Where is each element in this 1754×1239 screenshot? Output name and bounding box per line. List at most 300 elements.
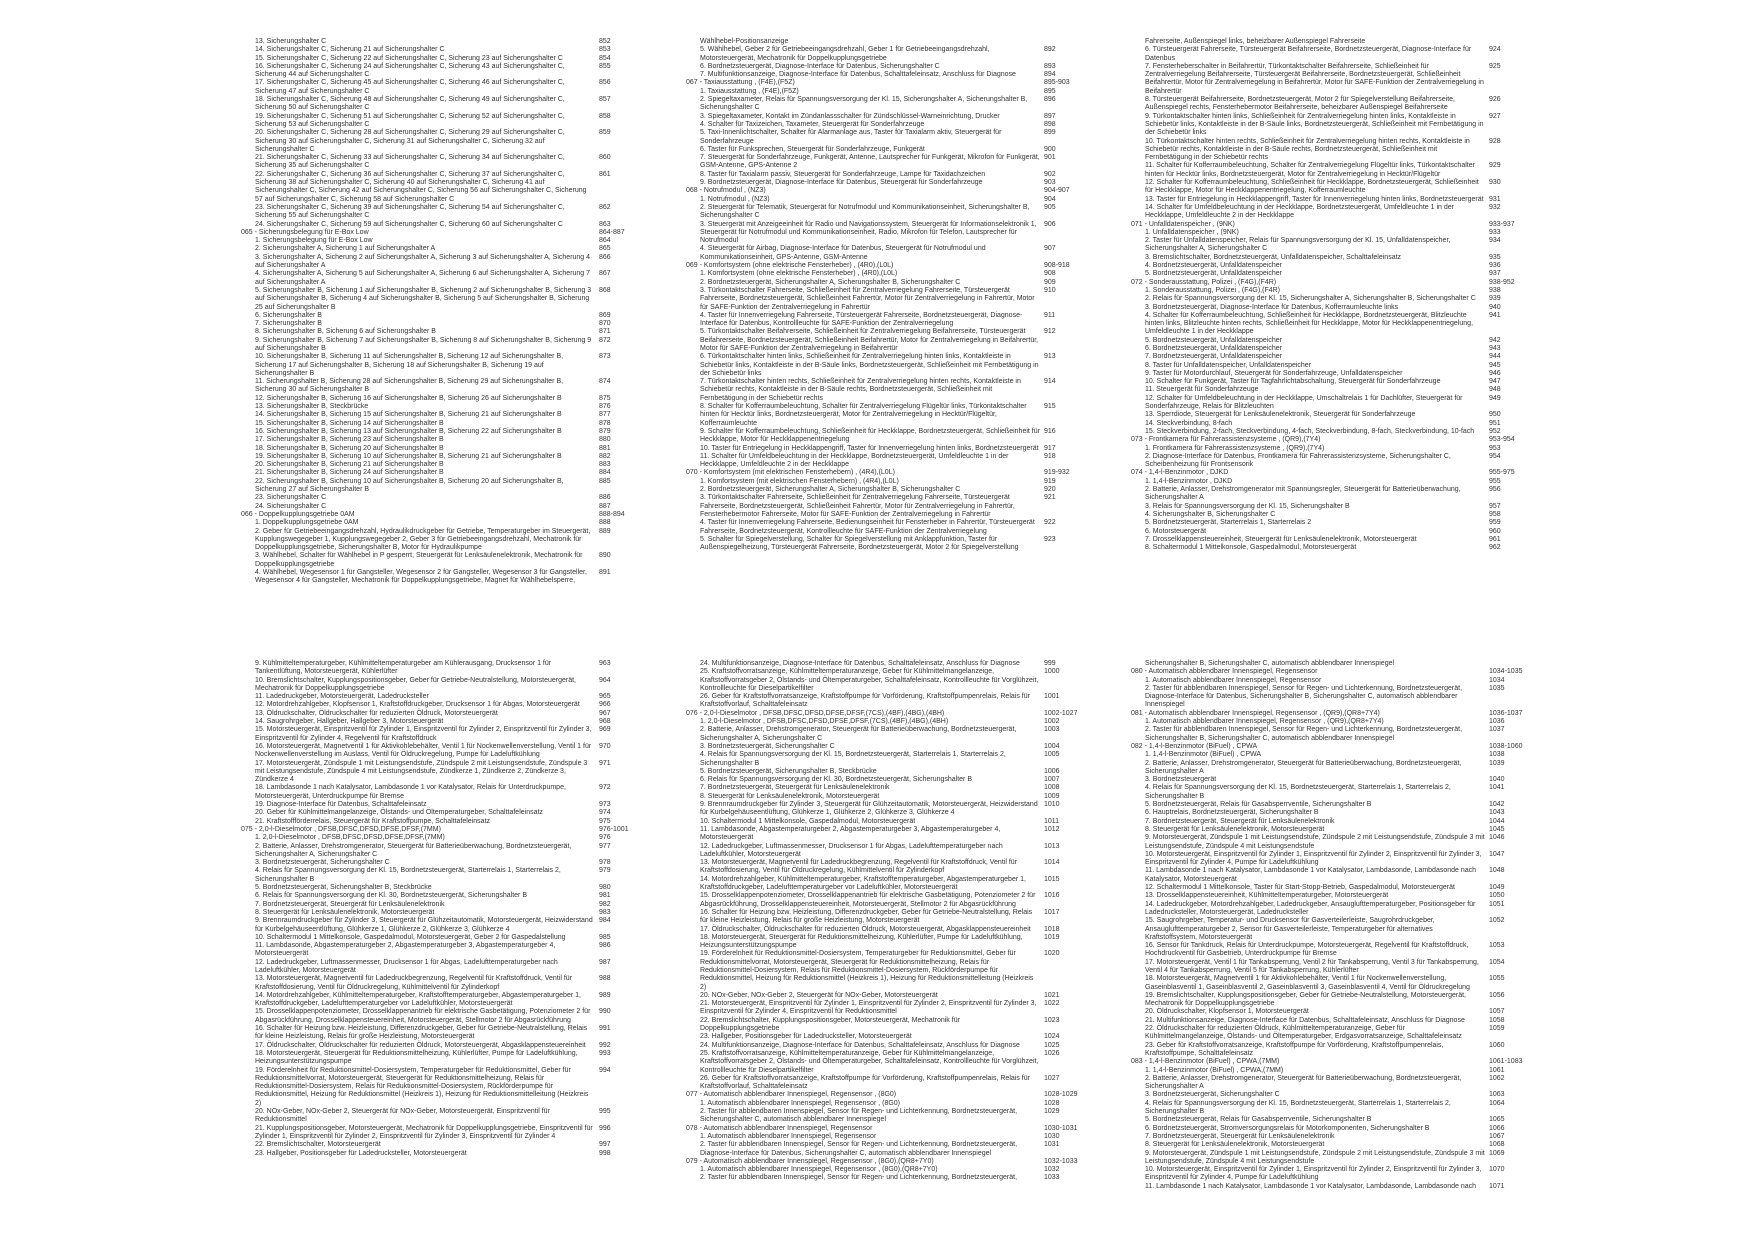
index-entry <box>1145 1183 1565 1191</box>
entry-text: 2. Batterie, Anlasser, Drehstromgenerator mit Spannungsregler, Steuergerät für Batterieüberwachung, Sicherungshalter A <box>1145 486 1461 502</box>
entry-text: 21. Motorsteuergerät, Einspritzventil für Zylinder 1, Einspritzventil für Zylinder 2, Einspritzventil für Zylinder 3, Einspritzventil für Zylinder 4, Einspritzventil für Reduktionsmittel <box>700 1000 1037 1016</box>
index-entry <box>700 453 1120 470</box>
entry-text: 3. Sicherungshalter A, Sicherung 2 auf Sicherungshalter A, Sicherung 3 auf Sicherungshalter A, Sicherung 4 auf Sicherungshalter A <box>255 253 591 270</box>
entry-page-number: 927 <box>1489 112 1501 120</box>
entry-page-number: 1071 <box>1489 1182 1505 1190</box>
index-entry <box>1145 1150 1565 1167</box>
entry-text: 9. Türkontaktschalter hinten links, Schließeinheit für Zentralverriegelung hinten links, Kontaktleiste in Schiebetür links, Kontaktleiste in der B-Säule links, Bordnetzsteuergerät, Schließeinheit mit Fernbetätigung in der Schiebetür links <box>1145 112 1484 137</box>
entry-text: 1. 2,0-l-Dieselmotor , DFSB,DFSC,DFSD,DFSE,DFSF,(7CS),(4BF),(4BG),(4BH) <box>700 718 949 726</box>
entry-text: 9. Motorsteuergerät, Zündspule 1 mit Leistungsendstufe, Zündspule 2 mit Leistungsendstufe, Zündspule 3 mit Leistungsendstufe, Zündspule 4 mit Leistungsendstufe <box>1145 1149 1485 1165</box>
index-entry <box>700 221 1120 246</box>
entry-text: 14. Sicherungshalter B, Sicherung 15 auf Sicherungshalter B, Sicherung 21 auf Sicherungshalter B <box>255 411 562 419</box>
index-entry <box>1145 1042 1565 1059</box>
entry-text: 23. Sicherungshalter C, Sicherung 39 auf Sicherungshalter C, Sicherung 54 auf Sicherungshalter C, Sicherung 55 auf Sicherungshalter C <box>255 203 565 220</box>
index-entry <box>1145 63 1565 96</box>
entry-page-number: 948 <box>1489 386 1501 394</box>
entry-text: 19. Förderelnheit für Reduktionsmittel-Dosiersystem, Temperaturgeber für Reduktionsmittel, Geber für Reduktionsmittelvorrat, Motorsteuergerät, Steuergerät für Reduktionsmittelheizung, Relais für Reduktionsmittel-Dosiersystem, Relais für Reduktionsmittel-Dosiersystem, Rückförderpumpe für Reduktionsmittel, Heizung für Reduktionsmittel (Heizkreis 1), Heizung für Reduktionsmittelleitung (Heizkreis 2) <box>255 1066 589 1107</box>
entry-page-number: 993 <box>599 1049 611 1057</box>
entry-text: 5. Bordnetzsteuergerät, Sicherungshalter B, Steckbrücke <box>255 884 432 892</box>
index-entry <box>700 328 1120 353</box>
index-entry <box>1145 1025 1565 1042</box>
index-entry <box>1145 801 1565 809</box>
entry-text: 13. Taster für Entriegelung in Heckklappengriff, Taster für Innenverriegelung hinten links, Bordnetzsteuergerät <box>1145 195 1484 203</box>
entry-text: 2. Diagnose-Interface für Datenbus, Frontkamera für Fahrerassistenzsysteme, Sicherungshalter C, Scheibenheizung für Frontsensorik <box>1145 452 1451 469</box>
entry-page-number: 937 <box>1489 270 1501 278</box>
entry-page-number: 1048 <box>1489 867 1505 875</box>
entry-text: 2. Batterie, Anlasser, Drehstromgenerator, Steuergerät für Batterieüberwachung, Bordnetzsteuergerät, Sicherungshalter A <box>1145 1074 1462 1091</box>
entry-text: 1. Doppelkupplungsgetriebe 0AM <box>255 519 359 527</box>
entry-page-number: 974 <box>599 809 611 817</box>
entry-text: 18. Motorsteuergerät, Steuergerät für Reduktionsmittelheizung, Kühlerlüfter, Pumpe für Ladeluftkühlung, Heizungsunterstützungspumpe <box>700 933 1023 950</box>
entry-page-number: 1034 <box>1489 676 1505 684</box>
entry-page-number: 866 <box>599 253 611 261</box>
entry-page-number: 920 <box>1044 486 1056 494</box>
index-entry <box>700 378 1120 403</box>
entry-page-number: 873 <box>599 353 611 361</box>
entry-page-number: 942 <box>1489 336 1501 344</box>
entry-page-number: 950 <box>1489 411 1501 419</box>
entry-text: 3. Bordnetzsteuergerät, Sicherungshalter C <box>255 859 390 867</box>
entry-page-number: 958 <box>1489 510 1501 518</box>
section-heading-entry <box>1131 436 1565 444</box>
index-entry <box>1145 411 1565 419</box>
entry-page-number: 884 <box>599 469 611 477</box>
index-column-2 <box>686 660 1120 1183</box>
entry-page-number: 933 <box>1489 228 1501 236</box>
index-entry <box>700 519 1120 536</box>
entry-text: Fahrerseite, Außenspiegel links, beheizbarer Außenspiegel Fahrerseite <box>1145 38 1366 45</box>
entry-page-number: 1034-1035 <box>1489 668 1523 676</box>
index-entry <box>255 1150 675 1158</box>
entry-page-number: 864 <box>599 237 611 245</box>
entry-text: 5. Bordnetzsteuergerät, Unfalldatenspeicher <box>1145 270 1282 278</box>
entry-text: 1. Unfalldatenspeicher , (9NK) <box>1145 228 1239 236</box>
entry-page-number: 880 <box>599 436 611 444</box>
index-entry <box>255 1008 675 1025</box>
index-entry <box>255 726 675 743</box>
index-entry <box>1145 1125 1565 1133</box>
entry-text: 16. Sensor für Tankdruck, Relais für Unterdruckpumpe, Motorsteuergerät, Regelventil für Kraftstoffdruck, Hochdruckventil für Gasbetrieb, Unterdruckpumpe für Bremse <box>1145 942 1469 958</box>
entry-text: 6. Hauptrelais, Bordnetzsteuergerät, Sicherungshalter B <box>1145 809 1319 817</box>
entry-page-number: 1065 <box>1489 1116 1505 1124</box>
entry-text: 11. Lambdasonde, Abgastemperaturgeber 2, Abgastemperaturgeber 3, Abgastemperaturgeber 4, Motorsteuergerät <box>255 942 556 958</box>
section-heading-entry <box>686 79 1120 87</box>
entry-page-number: 969 <box>599 726 611 734</box>
index-entry <box>700 204 1120 221</box>
index-entry <box>700 776 1120 784</box>
entry-page-number: 1003 <box>1044 726 1060 734</box>
entry-text: 8. Steuergerät für Lenksäulenelektronik, Motorsteuergerät <box>255 908 435 916</box>
index-entry <box>255 428 675 436</box>
entry-text: 7. Bordnetzsteuergerät, Steuergerät für Lenksäulenelektronik <box>255 900 445 908</box>
entry-text: 4. Schalter für Kofferraumbeleuchtung, Schließeinheit für Heckklappe, Bordnetzsteuergerät, Blitzleuchte hinten links, Blitzleuchte hinten rechts, Schließeinheit für Heckklappe, Motor für Heckklappenentriegelung, Umfeldleuchte 1 in der Heckklappe <box>1145 311 1474 336</box>
entry-text: 1. Sicherungsbelegung für E-Box Low <box>255 237 373 245</box>
entry-text: 13. Öldruckschalter, Öldruckschalter für reduzierten Öldruck, Motorsteuergerät <box>255 709 498 717</box>
entry-page-number: 905 <box>1044 203 1056 211</box>
entry-page-number: 1067 <box>1489 1132 1505 1140</box>
section-heading-entry <box>1131 709 1565 718</box>
entry-text: 18. Sicherungshalter B, Sicherung 20 auf Sicherungshalter B <box>255 444 444 452</box>
index-entry <box>255 660 675 677</box>
entry-text: 078 - Automatisch abblendbarer Innenspiegel, Regensensor <box>686 1124 873 1132</box>
entry-page-number: 968 <box>599 718 611 726</box>
index-entry <box>1145 262 1565 270</box>
entry-text: 22. Sicherungshalter B, Sicherung 10 auf Sicherungshalter B, Sicherung 20 auf Sicherungshalter B, Sicherung 27 auf Sicherungshalter B <box>255 477 564 494</box>
entry-text: 10. Sicherungshalter B, Sicherung 11 auf Sicherungshalter B, Sicherung 12 auf Sicherungshalter B, Sicherung 17 auf Sicherungshalter B, Sicherung 18 auf Sicherungshalter B, Sicherung 19 auf Sicherungshalter B <box>255 353 564 377</box>
index-entry <box>255 818 675 826</box>
index-entry <box>700 279 1120 287</box>
entry-text: 11. Lambdasonde 1 nach Katalysator, Lambdasonde 1 vor Katalysator, Lambdasonde, Lambdasonde nach Katalysator, Motorsteuergerät <box>1145 867 1477 883</box>
entry-text: 1. 1,4-l-Benzinmotor (BiFuel) , CPWA,(7MM) <box>1145 1066 1284 1074</box>
entry-page-number: 1025 <box>1044 1041 1060 1049</box>
entry-text: 14. Steckverbindung, 8-fach <box>1145 419 1233 427</box>
index-entry <box>700 196 1120 204</box>
entry-text: 10. Motorsteuergerät, Einspritzventil für Zylinder 1, Einspritzventil für Zylinder 2, Einspritzventil für Zylinder 3, Einspritzventil für Zylinder 4, Pumpe für Ladeluftkühlung <box>1145 850 1482 867</box>
entry-text: 10. Türkontaktschalter hinten rechts, Schließeinheit für Zentralverriegelung hinten rechts, Kontaktleiste in Schiebetür rechts, Kontaktleiste in der B-Säule rechts, Bordnetzsteuergerät, Schließeinheit mit Fernbetätigung in der Schiebetür rechts <box>1145 137 1470 162</box>
index-entry <box>1145 959 1565 976</box>
entry-text: 069 - Komfortsystem (ohne elektrische Fensterheber) , (4R0),(L0L) <box>686 262 894 270</box>
entry-page-number: 1054 <box>1489 958 1505 966</box>
index-entry <box>700 1033 1120 1041</box>
entry-text: 13. Sperrdiode, Steuergerät für Lenksäulenelektronik, Steuergerät für Sonderfahrzeuge <box>1145 411 1416 419</box>
entry-text: 1. Komfortsystem (ohne elektrische Fensterheber) , (4R0),(L0L) <box>700 270 898 278</box>
index-entry <box>255 79 675 96</box>
index-entry <box>255 478 675 495</box>
index-entry <box>255 569 675 586</box>
index-entry <box>700 1075 1120 1092</box>
entry-page-number: 991 <box>599 1025 611 1033</box>
index-entry <box>700 876 1120 893</box>
index-entry <box>700 96 1120 113</box>
entry-text: 2. Geber für Getriebeeingangsdrehzahl, Hydraulikdruckgeber für Getriebe, Temperaturgeber im Steuergerät, Kupplungswegegeber 1, Kupplungswegegeber 2, Geber 3 für Getriebeeingangsdrehzahl, Mechatronik für Doppelkupplungsgetriebe, Sicherungshalter B, Motor für Hydraulikpumpe <box>255 527 591 552</box>
index-entry <box>1145 975 1565 992</box>
entry-page-number: 1027 <box>1044 1074 1060 1082</box>
index-entry <box>1145 892 1565 900</box>
index-entry <box>1145 992 1565 1009</box>
index-entry <box>1145 1166 1565 1183</box>
entry-page-number: 970 <box>599 742 611 750</box>
entry-text: 10. Motorsteuergerät, Einspritzventil für Zylinder 1, Einspritzventil für Zylinder 2, Einspritzventil für Zylinder 3, Einspritzventil für Zylinder 4, Pumpe für Ladeluftkühlung <box>1145 1166 1482 1182</box>
entry-page-number: 976 <box>599 834 611 842</box>
entry-text: 25. Kraftstoffvorratsanzeige, Kühlmitteltemperaturanzeige, Geber für Kühlmittelmangelanzeige, Kraftstoffvorratsgeber 2, Ölstands- und Öltemperaturgeber, Schalttafeleinsatz, Kontrollleuchte für Vorglühzeit, Kontrollleuchte für Dieselpartikelfilter <box>700 1049 1039 1074</box>
entry-page-number: 1024 <box>1044 1033 1060 1041</box>
index-entry <box>1145 353 1565 361</box>
index-entry <box>700 1000 1120 1017</box>
entry-text: 2. Sicherungshalter A, Sicherung 1 auf Sicherungshalter A <box>255 245 436 253</box>
section-heading-entry <box>1131 469 1565 477</box>
index-entry <box>700 909 1120 926</box>
entry-page-number: 982 <box>599 900 611 908</box>
entry-page-number: 855 <box>599 62 611 70</box>
index-column-2 <box>686 38 1120 552</box>
entry-text: 6. Türsteuergerät Fahrerseite, Türsteuergerät Beifahrerseite, Bordnetzsteuergerät, Diagnose-Interface für Datenbus <box>1145 46 1472 62</box>
entry-text: 15. Drosselklappenpotenziometer, Drosselklappenantrieb für elektrische Gasbetätigung, Potenziometer 2 für Abgasrückführung, Drosselklappensteuereinheit, Motorsteuergerät, Stellmotor 2 für Abgasrückführung <box>255 1008 591 1024</box>
entry-text: 4. Relais für Spannungsversorgung der Kl. 15, Bordnetzsteuergerät, Starterrelais 1, Starterrelais 2, Sicherungshalter B <box>1145 784 1451 800</box>
index-entry <box>700 88 1120 96</box>
entry-page-number: 964 <box>599 676 611 684</box>
entry-text: 26. Geber für Kraftstoffvorratsanzeige, Kraftstoffpumpe für Vorförderung, Kraftstoffpumpenrelais, Relais für Kraftstoffvorlauf, Schalttafeleinsatz <box>700 1074 1030 1091</box>
index-entry <box>255 436 675 444</box>
entry-text: 079 - Automatisch abblendbarer Innenspiegel, Regensensor , (8G0),(QR8+7Y0) <box>686 1157 934 1165</box>
index-entry <box>700 660 1120 668</box>
entry-text: 14. Motordrehzahlgeber, Kühlmitteltemperaturgeber, Kraftstofftemperaturgeber, Abgastemperaturgeber 1, Kraftstoffdruckgeber, Ladelufttemperaturgeber vor Ladeluftkühler, Motorsteuergerät <box>700 875 1026 892</box>
index-entry <box>1145 677 1565 685</box>
index-entry <box>1145 304 1565 312</box>
entry-text: 20. Sicherungshalter B, Sicherung 21 auf Sicherungshalter B <box>255 461 444 469</box>
index-entry <box>255 760 675 785</box>
entry-text: 6. Taster für Funksprechen, Steuergerät für Sonderfahrzeuge, Funkgerät <box>700 145 925 153</box>
entry-text: 9. Kühlmitteltemperaturgeber, Kühlmitteltemperaturgeber am Kühlerausgang, Drucksensor 1 für Tankentlüftung, Motorsteuergerät, Kühlerlüfter <box>255 660 552 676</box>
entry-page-number: 1059 <box>1489 1025 1505 1033</box>
index-entry <box>255 96 675 113</box>
entry-text: 16. Schalter für Heizung bzw. Heizleistung, Differenzdruckgeber, Geber für Getriebe-Neutralstellung, Relais für kleine Heizleistung, Relais für große Heizleistung, Motorsteuergerät <box>700 908 1033 925</box>
entry-text: Sicherungshalter B, Sicherungshalter C, automatisch abblendbarer Innenspiegel <box>1145 660 1395 667</box>
entry-text: 17. Öldruckschalter, Öldruckschalter für reduzierten Öldruck, Motorsteuergerät, Abgasklappensteuereinheit <box>700 925 1031 933</box>
entry-page-number: 941 <box>1489 311 1501 319</box>
index-entry <box>255 411 675 419</box>
entry-text: 3. Bordnetzsteuergerät, Diagnose-Interface für Datenbus, Kofferraumleuchte links <box>1145 303 1399 311</box>
entry-page-number: 961 <box>1489 535 1501 543</box>
entry-page-number: 976-1001 <box>599 825 629 833</box>
entry-text: 6. Relais für Spannungsversorgung der Kl. 30, Bordnetzsteuergerät, Sicherungshalter B <box>255 892 527 900</box>
index-entry <box>700 171 1120 179</box>
index-entry <box>1145 179 1565 196</box>
index-entry <box>255 254 675 271</box>
entry-page-number: 870 <box>599 320 611 328</box>
index-entry <box>255 809 675 817</box>
entry-page-number: 882 <box>599 452 611 460</box>
entry-text: 16. Sicherungshalter C, Sicherung 24 auf Sicherungshalter C, Sicherung 43 auf Sicherungshalter C, Sicherung 44 auf Sicherungshalter C <box>255 62 565 79</box>
entry-page-number: 999 <box>1044 660 1056 667</box>
entry-text: 8. Steuergerät für Lenksäulenelektronik, Motorsteuergerät <box>700 792 880 800</box>
index-entry <box>1145 1100 1565 1117</box>
entry-page-number: 868 <box>599 286 611 294</box>
entry-text: 5. Bordnetzsteuergerät, Relais für Gasabsperrventile, Sicherungshalter B <box>1145 1116 1372 1124</box>
entry-page-number: 1051 <box>1489 900 1505 908</box>
entry-page-number: 985 <box>599 933 611 941</box>
entry-page-number: 953-954 <box>1489 436 1515 444</box>
entry-text: 5. Bordnetzsteuergerät, Starterrelais 1, Starterrelais 2 <box>1145 519 1312 527</box>
entry-text: 10. Schaltermodul 1 Mittelkonsole, Gaspedalmodul, Motorsteuergerät <box>700 817 916 825</box>
entry-text: 20. Öldruckschalter, Klopfsensor 1, Motorsteuergerät <box>1145 1008 1309 1016</box>
entry-page-number: 1035 <box>1489 684 1505 692</box>
entry-page-number: 922 <box>1044 519 1056 527</box>
entry-page-number: 1036-1037 <box>1489 709 1523 717</box>
entry-page-number: 900 <box>1044 145 1056 153</box>
index-entry <box>255 884 675 892</box>
entry-page-number: 1005 <box>1044 751 1060 759</box>
index-entry <box>700 843 1120 860</box>
entry-page-number: 954 <box>1489 452 1501 460</box>
entry-page-number: 885 <box>599 477 611 485</box>
entry-page-number: 1021 <box>1044 991 1060 999</box>
entry-page-number: 1016 <box>1044 892 1060 900</box>
index-entry <box>1145 851 1565 868</box>
entry-page-number: 897 <box>1044 112 1056 120</box>
index-entry <box>1145 503 1565 511</box>
index-entry <box>1145 237 1565 254</box>
entry-text: 9. Brennraumdruckgeber für Zylinder 3, Steuergerät für Glühzeitautomatik, Motorsteuergerät, Heizwiderstand für Kurbelgehäuseentlüftung, Glühkerze 1, Glühkerze 2, Glühkerze 3, Glühkerze 4 <box>700 801 1038 817</box>
entry-text: 12. Ladedruckgeber, Luftmassenmesser, Drucksensor 1 für Abgas, Ladelufttemperaturgeber nach Ladeluftkühler, Motorsteuergerät <box>255 958 558 974</box>
entry-page-number: 945 <box>1489 361 1501 369</box>
entry-page-number: 1030 <box>1044 1132 1060 1140</box>
entry-text: 8. Sicherungshalter B, Sicherung 6 auf Sicherungshalter B <box>255 328 436 336</box>
entry-page-number: 1002 <box>1044 718 1060 726</box>
entry-page-number: 934 <box>1489 237 1501 245</box>
entry-text: 6. Relais für Spannungsversorgung der Kl. 30, Bordnetzsteuergerät, Sicherungshalter B <box>700 776 972 784</box>
index-entry <box>255 420 675 428</box>
entry-text: 24. Sicherungshalter C <box>255 502 327 510</box>
entry-page-number: 1000 <box>1044 668 1060 676</box>
entry-text: 071 - Unfalldatenspeicher , (9NK) <box>1131 220 1235 228</box>
entry-text: 7. Steuergerät für Sonderfahrzeuge, Funkgerät, Antenne, Lautsprecher für Funkgerät, Mikrofon für Funkgerät, GSM-Antenne, GPS-Antenne 2 <box>700 154 1040 170</box>
entry-text: 4. Relais für Spannungsversorgung der Kl. 15, Bordnetzsteuergerät, Starterrelais 1, Starterrelais 2, Sicherungshalter B <box>255 867 561 883</box>
index-entry <box>1145 1067 1565 1075</box>
entry-page-number: 852 <box>599 38 611 45</box>
entry-text: 23. Hallgeber, Positionsgeber für Ladedrucksteller, Motorsteuergerät <box>700 1033 912 1041</box>
entry-text: 1. 2,0-l-Dieselmotor , DFSB,DFSC,DFSD,DFSE,DFSF,(7MM) <box>255 834 445 842</box>
entry-page-number: 896 <box>1044 96 1056 104</box>
entry-page-number: 1045 <box>1489 825 1505 833</box>
entry-page-number: 1011 <box>1044 817 1060 825</box>
entry-text: 4. Sicherungshalter A, Sicherung 5 auf Sicherungshalter A, Sicherung 6 auf Sicherungshalter A, Sicherung 7 auf Sicherungshalter A <box>255 270 591 286</box>
section-heading-entry <box>241 510 675 519</box>
index-entry <box>255 270 675 287</box>
index-entry <box>1145 1133 1565 1141</box>
entry-page-number: 856 <box>599 79 611 87</box>
entry-page-number: 994 <box>599 1066 611 1074</box>
entry-text: 11. Lambdasonde 1 nach Katalysator, Lambdasonde 1 vor Katalysator, Lambdasonde, Lambdasonde nach <box>1145 1182 1477 1190</box>
entry-text: 8. Steuergerät für Lenksäulenelektronik, Motorsteuergerät <box>1145 825 1325 833</box>
entry-page-number: 1013 <box>1044 842 1060 850</box>
entry-text: 3. Bordnetzsteuergerät, Sicherungshalter C <box>700 742 835 750</box>
index-entry <box>255 959 675 976</box>
index-entry <box>700 1100 1120 1108</box>
entry-page-number: 1032-1033 <box>1044 1157 1078 1165</box>
entry-page-number: 1055 <box>1489 975 1505 983</box>
entry-text: 12. Schaltermodul 1 Mittelkonsole, Taster für Start-Stopp-Betrieb, Gaspedalmodul, Motorsteuergerät <box>1145 884 1455 892</box>
index-entry <box>255 677 675 694</box>
entry-text: 075 - 2,0-l-Dieselmotor , DFSB,DFSC,DFSD,DFSE,DFSF,(7MM) <box>241 825 441 833</box>
entry-page-number: 915 <box>1044 403 1056 411</box>
entry-page-number: 1039 <box>1489 759 1505 767</box>
index-entry <box>700 179 1120 187</box>
entry-page-number: 1049 <box>1489 884 1505 892</box>
entry-page-number: 888-894 <box>599 510 625 518</box>
entry-page-number: 960 <box>1489 527 1501 535</box>
entry-text: 083 - 1,4-l-Benzinmotor (BiFuel) , CPWA,(7MM) <box>1131 1058 1280 1066</box>
entry-page-number: 952 <box>1489 427 1501 435</box>
entry-page-number: 1041 <box>1489 784 1505 792</box>
entry-page-number: 983 <box>599 908 611 916</box>
entry-text: 076 - 2,0-l-Dieselmotor , DFSB,DFSC,DFSD,DFSE,DFSF,(7CS),(4BF),(4BG),(4BH) <box>686 709 945 717</box>
entry-page-number: 904-907 <box>1044 187 1070 195</box>
index-entry <box>255 701 675 709</box>
entry-text: 11. Sicherungshalter B, Sicherung 28 auf Sicherungshalter B, Sicherung 29 auf Sicherungshalter B, Sicherung 30 auf Sicherungshalter B <box>255 378 564 394</box>
index-entry <box>255 992 675 1009</box>
entry-page-number: 858 <box>599 112 611 120</box>
entry-page-number: 1028-1029 <box>1044 1091 1078 1099</box>
entry-text: 4. Bordnetzsteuergerät, Unfalldatenspeicher <box>1145 262 1282 270</box>
index-column-1 <box>241 38 675 586</box>
entry-text: 11. Schalter für Umfeldbeleuchtung in der Heckklappe, Bordnetzsteuergerät, Umfeldleuchte 1 in der Heckklappe, Umfeldleuchte 2 in der Heckklappe <box>700 452 1009 469</box>
entry-text: 3. Türkontaktschalter Fahrerseite, Schließeinheit für Zentralverriegelung Fahrerseite, Türsteuergerät Fahrerseite, Bordnetzsteuergerät, Schließeinheit Fahrertür, Motor für Zentralverriegelung in Fahrertür, Motor für SAFE-Funktion der Zentralverriegelung in Fahrertür <box>700 286 1035 311</box>
entry-page-number: 913 <box>1044 353 1056 361</box>
entry-text: 20. Geber für Kühlmittelmangelanzeige, Ölstands- und Öltemperaturgeber, Schalttafeleinsatz <box>255 809 543 817</box>
index-entry <box>1145 229 1565 237</box>
index-entry <box>1145 1141 1565 1149</box>
entry-text: 2. Taster für abblendbaren Innenspiegel, Sensor für Regen- und Lichterkennung, Bordnetzsteuergerät, Sicherungshalter C, automatisch abblendbarer Innenspiegel <box>700 1108 1018 1124</box>
index-entry <box>255 378 675 395</box>
entry-text: 6. Sicherungshalter B <box>255 311 322 319</box>
entry-page-number: 1031 <box>1044 1141 1060 1149</box>
index-entry <box>700 668 1120 693</box>
entry-text: 6. Bordnetzsteuergerät, Stromversorgungsrelais für Motorkomponenten, Sicherungshalter B <box>1145 1124 1430 1132</box>
entry-page-number: 854 <box>599 54 611 62</box>
entry-text: 4. Taster für Innenverriegelung Fahrerseite, Bedienungseinheit für Fensterheber in Fahrertür, Türsteuergerät Fahrerseite, Bordnetzsteuergerät, Kontrollleuchte für SAFE-Funktion der Zentralverriegelung <box>700 519 1035 535</box>
entry-page-number: 1043 <box>1489 809 1505 817</box>
entry-text: 13. Motorsteuergerät, Magnetventil für Ladedruckbegrenzung, Regelventil für Kraftstoffdruck, Ventil für Kraftstoffdosierung, Ventil für Öldruckregelung, Kühlmittelventil für Zylinderkopf <box>700 859 1017 875</box>
entry-text: 19. Diagnose-Interface für Datenbus, Schalttafeleinsatz <box>255 801 427 809</box>
entry-text: 080 - Automatisch abblendbarer Innenspiegel, Regensensor <box>1131 668 1318 676</box>
entry-page-number: 996 <box>599 1124 611 1132</box>
entry-text: 8. Schalter für Kofferraumbeleuchtung, Schalter für Zentralverriegelung Flügeltür links, Türkontaktschalter hinten für Hecktür links, Bordnetzsteuergerät, Motor für Zentralverriegelung in Hecktür/Flügeltür, Kofferraumleuchte <box>700 403 1027 427</box>
index-entry <box>1145 1116 1565 1124</box>
entry-text: 065 - Sicherungsbelegung für E-Box Low <box>241 228 369 236</box>
entry-text: 5. Türkontaktschalter Beifahrerseite, Schließeinheit für Zentralverriegelung Beifahrerseite, Türsteuergerät Beifahrerseite, Bordnetzsteuergerät, Schließeinheit Beifahrertür, Motor für Zentralverriegelung in Beifahrertür, Motor für SAFE-Funktion der Zentralverriegelung in Beifahrertür <box>700 328 1039 352</box>
index-column-1 <box>241 660 675 1158</box>
entry-text: 17. Motorsteuergerät, Zündspule 1 mit Leistungsendstufe, Zündspule 2 mit Leistungsendstufe, Zündspule 3 mit Leistungsendstufe, Zündspule 4 mit Leistungsendstufe, Zündkerze 1, Zündkerze 2, Zündkerze 3, Zündkerze 4 <box>255 759 588 784</box>
entry-page-number: 990 <box>599 1008 611 1016</box>
entry-page-number: 911 <box>1044 311 1056 319</box>
entry-text: 3. Spiegeltaxameter, Kontakt im Zündanlassschalter für Zündschlüssel-Warneinrichtung, Drucker <box>700 112 1000 120</box>
entry-page-number: 1032 <box>1044 1166 1060 1174</box>
entry-text: 7. Bordnetzsteuergerät, Steuergerät für Lenksäulenelektronik <box>1145 1132 1335 1140</box>
index-entry <box>1145 826 1565 834</box>
index-entry <box>1145 1075 1565 1092</box>
entry-page-number: 955 <box>1489 477 1501 485</box>
entry-text: 15. Sicherungshalter B, Sicherung 14 auf Sicherungshalter B <box>255 419 444 427</box>
entry-page-number: 881 <box>599 444 611 452</box>
entry-text: 13. Sicherungshalter B, Steckbrücke <box>255 403 369 411</box>
entry-text: 9. Taster für Motordurchlauf, Steuergerät für Sonderfahrzeuge, Unfalldatenspeicher <box>1145 369 1403 377</box>
entry-page-number: 1028 <box>1044 1099 1060 1107</box>
entry-page-number: 975 <box>599 817 611 825</box>
entry-text: 1. 1,4-l-Benzinmotor , DJKD <box>1145 477 1233 485</box>
entry-page-number: 861 <box>599 170 611 178</box>
index-entry <box>700 478 1120 486</box>
index-entry <box>255 1067 675 1108</box>
entry-page-number: 987 <box>599 958 611 966</box>
entry-text: 6. Bordnetzsteuergerät, Diagnose-Interface für Datenbus, Sicherungshalter C <box>700 62 940 70</box>
entry-text: 10. Bremslichtschalter, Kupplungspositionsgeber, Geber für Getriebe-Neutralstellung, Motorsteuergerät, Mechatronik für Doppelkupplungsgetriebe <box>255 676 577 692</box>
entry-text: 9. Schalter für Kofferraumbeleuchtung, Schließeinheit für Heckklappe, Bordnetzsteuergerät, Schließeinheit für Heckklappe, Motor für Heckklappenentriegelung <box>700 427 1040 444</box>
entry-page-number: 921 <box>1044 494 1056 502</box>
index-entry <box>255 395 675 403</box>
index-entry <box>255 917 675 934</box>
index-entry <box>700 245 1120 262</box>
index-entry <box>255 337 675 354</box>
entry-page-number: 930 <box>1489 179 1501 187</box>
section-heading-entry <box>1131 278 1565 287</box>
index-entry <box>255 892 675 900</box>
index-entry <box>255 859 675 867</box>
index-entry <box>255 867 675 884</box>
entry-page-number: 989 <box>599 991 611 999</box>
index-entry <box>255 453 675 461</box>
entry-text: 081 - Automatisch abblendbarer Innenspiegel, Regensensor , (QR9),(QR8+7Y4) <box>1131 709 1380 717</box>
index-entry <box>700 743 1120 751</box>
